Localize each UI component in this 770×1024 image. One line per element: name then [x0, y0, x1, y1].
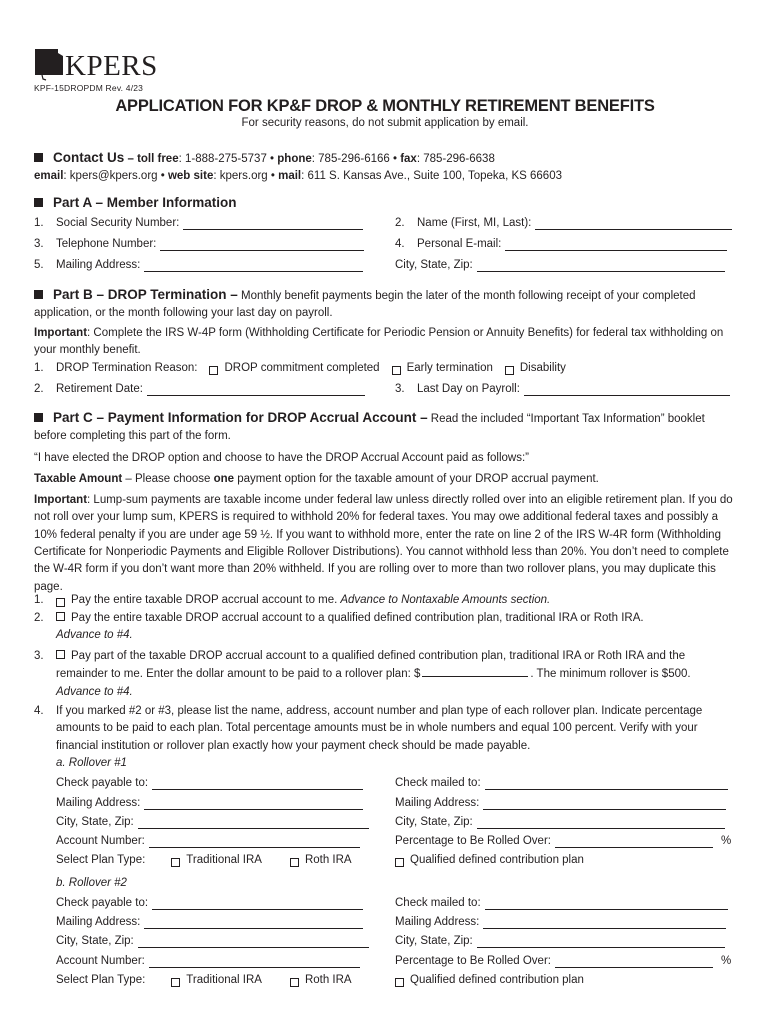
- rollover-1-check-payable-input[interactable]: [152, 778, 363, 790]
- name-field: [395, 216, 732, 230]
- rollover-1-check-mailed-input[interactable]: [485, 778, 728, 790]
- early-termination-checkbox[interactable]: [392, 366, 401, 375]
- rollover-1-percentage-input[interactable]: [555, 836, 713, 848]
- page-title: APPLICATION FOR KP&F DROP & MONTHLY RETIREMENT BENEFITS: [115, 97, 655, 115]
- rollover-1-mailing-input[interactable]: [144, 798, 363, 810]
- page-subtitle: For security reasons, do not submit application by email.: [241, 117, 529, 129]
- city-state-zip-label: City, State, Zip:: [395, 935, 473, 947]
- drop-completed-checkbox[interactable]: [209, 366, 218, 375]
- rollover-2-title: [56, 877, 127, 889]
- account-number-label: Account Number:: [56, 835, 145, 847]
- option-2-checkbox[interactable]: [56, 612, 65, 621]
- rollover-2-check-mailed: [395, 896, 728, 910]
- part-b-important-text: : Complete the IRS W-4P form (Withholding Certificate for Periodic Pension or Annuity Benefits) for federal tax withholding on your monthly benefit.: [34, 326, 724, 356]
- option-1-checkbox[interactable]: [56, 598, 65, 607]
- rollover-1-mailing2-input[interactable]: [483, 798, 726, 810]
- mailing-address-label: Mailing Address:: [395, 797, 480, 809]
- rollover-2-traditional-ira-checkbox[interactable]: [171, 978, 180, 987]
- telephone-label: Telephone Number:: [56, 238, 157, 250]
- option-number: 3.: [34, 650, 44, 662]
- check-payable-label: Check payable to:: [56, 897, 149, 909]
- important-label: Important: [34, 326, 88, 339]
- percentage-label: Percentage to Be Rolled Over:: [395, 835, 551, 847]
- rollover-2-city2-input[interactable]: [477, 936, 725, 948]
- phone-label: phone: [277, 153, 312, 165]
- percentage-label: Percentage to Be Rolled Over:: [395, 955, 551, 967]
- telephone-input[interactable]: [160, 239, 364, 251]
- mailing-address-label: Mailing Address:: [56, 797, 141, 809]
- phone-number: : 785-296-6166 •: [311, 153, 401, 165]
- rollover-2-qualified: [395, 973, 584, 987]
- telephone-field: [34, 237, 364, 251]
- personal-email-label: Personal E-mail:: [417, 238, 502, 250]
- option-3: [34, 648, 736, 701]
- rollover-2-percentage: [395, 954, 731, 968]
- bullet-square-icon: [34, 153, 43, 162]
- part-c-important-text: : Lump-sum payments are taxable income under federal law unless directly rolled over into an eligible retirement plan. If you do not roll over your lump sum, KPERS is required to withhold 20% for federal taxes. You may owe additional federal taxes and possibly a 10% federal penalty if you are under age 59 ½. If you want to withhold more, enter the rate on line 2 of the IRS W-4R form (Withholding Certificate for Nonperiodic Payments and Eligible Rollover Distributions). You cannot withhold less than 20%. You don’t need to complete the W-4R form if you don’t want more than 20% withheld. If you are rolling over to more than two rollover plans, you may duplicate this page.: [34, 494, 733, 593]
- check-mailed-label: Check mailed to:: [395, 777, 481, 789]
- early-termination-label: Early termination: [406, 362, 493, 374]
- rollover-1-qualified: [395, 853, 584, 867]
- rollover-1-account: [56, 834, 360, 848]
- account-number-label: Account Number:: [56, 955, 145, 967]
- option-1-text: Pay the entire taxable DROP accrual account to me.: [71, 594, 338, 606]
- bullet-square-icon: [34, 198, 43, 207]
- rollover-2-mailing2: [395, 915, 726, 929]
- percent-sign: %: [720, 955, 732, 967]
- mailing-address-input[interactable]: [144, 260, 363, 272]
- ssn-label: Social Security Number:: [56, 217, 180, 229]
- option-3-checkbox[interactable]: [56, 650, 65, 659]
- rollover-1-mailing: [56, 796, 363, 810]
- fax-label: fax: [400, 153, 417, 165]
- termination-reason-label: DROP Termination Reason:: [56, 362, 198, 374]
- city-state-zip-input[interactable]: [477, 260, 725, 272]
- field-number: 1.: [34, 217, 44, 229]
- traditional-ira-label: Traditional IRA: [186, 974, 262, 986]
- percent-sign: %: [720, 835, 732, 847]
- logo-text: KPERS: [65, 50, 158, 82]
- important-label: Important: [34, 494, 88, 507]
- rollover-1-title: [56, 757, 127, 769]
- rollover-2-roth-ira-checkbox[interactable]: [290, 978, 299, 987]
- rollover-title-text: a. Rollover #1: [56, 757, 127, 769]
- retirement-date-label: Retirement Date:: [56, 383, 143, 395]
- check-payable-label: Check payable to:: [56, 777, 149, 789]
- part-c-section: [34, 409, 736, 596]
- disability-label: Disability: [519, 362, 566, 374]
- mailing-address-field: [34, 258, 363, 272]
- rollover-2-city: [56, 934, 369, 948]
- rollover-dollar-amount-input[interactable]: [422, 665, 528, 677]
- rollover-1-roth-ira-checkbox[interactable]: [290, 858, 299, 867]
- election-statement: “I have elected the DROP option and choose to have the DROP Accrual Account paid as follows:”: [34, 451, 529, 464]
- option-4-text: If you marked #2 or #3, please list the name, address, account number and plan type of each rollover plan. Indicate percentage amounts to be paid to each plan. Total percentage amounts must be in whole numbers and equal 100 percent. Verify with your financial institution or rollover plan exactly how your payment check should be made payable.: [56, 705, 703, 752]
- roth-ira-label: Roth IRA: [304, 854, 352, 866]
- check-mailed-label: Check mailed to:: [395, 897, 481, 909]
- drop-completed-label: DROP commitment completed: [224, 362, 380, 374]
- option-2: [34, 610, 736, 645]
- traditional-ira-label: Traditional IRA: [186, 854, 262, 866]
- contact-heading: Contact Us: [53, 150, 125, 165]
- option-4: [34, 703, 736, 755]
- option-1-instruction: Advance to Nontaxable Amounts section.: [340, 594, 551, 606]
- part-c-intro: Read the included “Important Tax Information” booklet before completing this part of the form.: [34, 413, 705, 443]
- name-input[interactable]: [535, 218, 732, 230]
- rollover-2-account-input[interactable]: [149, 956, 360, 968]
- field-number: 2.: [34, 383, 44, 395]
- taxable-text: payment option for the taxable amount of your DROP accrual payment.: [234, 472, 599, 485]
- qualified-plan-label: Qualified defined contribution plan: [410, 974, 584, 986]
- taxable-one: one: [213, 472, 235, 485]
- rollover-1-check-payable: [56, 776, 363, 790]
- option-3-tail: . The minimum rollover is $500.: [530, 668, 691, 681]
- retirement-date-input[interactable]: [147, 384, 365, 396]
- field-number: 3.: [395, 383, 405, 395]
- rollover-2-check-payable: [56, 896, 363, 910]
- last-day-payroll-label: Last Day on Payroll:: [417, 383, 520, 395]
- rollover-2-mailing-input[interactable]: [144, 917, 363, 929]
- city-state-zip-label: City, State, Zip:: [56, 935, 134, 947]
- field-number: 5.: [34, 259, 44, 271]
- plan-type-label: Select Plan Type:: [56, 854, 146, 866]
- rollover-2-plan-type: [56, 973, 352, 987]
- taxable-text: – Please choose: [122, 472, 214, 485]
- rollover-1-city: [56, 815, 369, 829]
- rollover-1-city2: [395, 815, 725, 829]
- tollfree-number: : 1-888-275-5737 •: [178, 153, 278, 165]
- rollover-1-traditional-ira-checkbox[interactable]: [171, 858, 180, 867]
- taxable-amount-label: Taxable Amount: [34, 472, 123, 485]
- rollover-1-city2-input[interactable]: [477, 817, 725, 829]
- rollover-2-city2: [395, 934, 725, 948]
- option-number: 1.: [34, 594, 44, 606]
- rollover-2-check-mailed-input[interactable]: [485, 898, 728, 910]
- field-number: 4.: [395, 238, 405, 250]
- name-label: Name (First, MI, Last):: [417, 217, 532, 229]
- email-label: email: [34, 170, 64, 183]
- rollover-1-mailing2: [395, 796, 726, 810]
- mail-address: : 611 S. Kansas Ave., Suite 100, Topeka, KS 66603: [301, 170, 562, 183]
- option-1: [34, 593, 550, 607]
- option-number: 2.: [34, 612, 44, 624]
- city-state-zip-field: [395, 258, 725, 272]
- mailing-address-label: Mailing Address:: [56, 259, 141, 271]
- part-b-section: [34, 286, 736, 359]
- rollover-2-mailing: [56, 915, 363, 929]
- retirement-date-field: [34, 382, 365, 396]
- rollover-1-account-input[interactable]: [149, 836, 360, 848]
- rollover-title-text: b. Rollover #2: [56, 877, 127, 889]
- part-b-intro: Monthly benefit payments begin the later of the month following receipt of your completed application, or the month following your last day on payroll.: [34, 290, 696, 320]
- mailing-address-label: Mailing Address:: [395, 916, 480, 928]
- kpers-logo: [34, 45, 158, 81]
- rollover-2-mailing2-input[interactable]: [483, 917, 726, 929]
- fax-number: : 785-296-6638: [416, 153, 495, 165]
- form-id: KPF-15DROPDM Rev. 4/23: [34, 83, 144, 93]
- email-field: [395, 237, 727, 251]
- bullet-square-icon: [34, 290, 43, 299]
- personal-email-input[interactable]: [505, 239, 727, 251]
- part-b-heading: Part B – DROP Termination –: [53, 287, 238, 302]
- rollover-1-plan-type: [56, 853, 352, 867]
- part-a-heading-row: [34, 194, 736, 213]
- bullet-square-icon: [34, 413, 43, 422]
- field-number: 2.: [395, 217, 405, 229]
- field-number: 3.: [34, 238, 44, 250]
- qualified-plan-label: Qualified defined contribution plan: [410, 854, 584, 866]
- mail-label: mail: [278, 170, 302, 183]
- rollover-1-qualified-checkbox[interactable]: [395, 858, 404, 867]
- kansas-map-icon: [34, 45, 64, 81]
- rollover-2-percentage-input[interactable]: [555, 956, 713, 968]
- city-state-zip-label: City, State, Zip:: [395, 816, 473, 828]
- rollover-1-percentage: [395, 834, 731, 848]
- part-a-heading: Part A – Member Information: [53, 195, 237, 210]
- roth-ira-label: Roth IRA: [304, 974, 352, 986]
- option-2-text: Pay the entire taxable DROP accrual account to a qualified defined contribution plan, traditional IRA or Roth IRA.: [71, 612, 644, 624]
- part-c-heading: Part C – Payment Information for DROP Accrual Account –: [53, 410, 428, 425]
- ssn-field: [34, 216, 363, 230]
- last-day-payroll-field: [395, 382, 730, 396]
- rollover-2-qualified-checkbox[interactable]: [395, 978, 404, 987]
- termination-reason-row: [34, 361, 566, 375]
- option-3-instruction: Advance to #4.: [56, 685, 133, 698]
- disability-checkbox[interactable]: [505, 366, 514, 375]
- contact-section: Contact Us – toll free: 1-888-275-5737 • phone: 785-296-6166 • fax: 785-296-6638 email: kpers@kpers.org • web site: kpers.org • mail: 611 S. Kansas Ave., Suite 100, Topeka, KS 66603: [34, 150, 562, 183]
- last-day-payroll-input[interactable]: [524, 384, 730, 396]
- option-2-instruction: Advance to #4.: [56, 629, 133, 642]
- option-3-text: Pay part of the taxable DROP accrual account to a qualified defined contribution plan, traditional IRA or Roth IRA and the remainder to me. Enter the dollar amount to be paid to a rollover plan: $: [56, 650, 686, 681]
- plan-type-label: Select Plan Type:: [56, 974, 146, 986]
- rollover-1-check-mailed: [395, 776, 728, 790]
- ssn-input[interactable]: [183, 218, 363, 230]
- rollover-2-city-input[interactable]: [138, 936, 369, 948]
- rollover-2-check-payable-input[interactable]: [152, 898, 363, 910]
- option-number: 4.: [34, 705, 44, 717]
- mailing-address-label: Mailing Address:: [56, 916, 141, 928]
- web-label: web site: [167, 170, 214, 183]
- email-address: : kpers@kpers.org •: [63, 170, 168, 183]
- city-state-zip-label: City, State, Zip:: [395, 259, 473, 271]
- web-address: : kpers.org •: [213, 170, 279, 183]
- city-state-zip-label: City, State, Zip:: [56, 816, 134, 828]
- rollover-2-account: [56, 954, 360, 968]
- tollfree-label: toll free: [137, 153, 179, 165]
- rollover-1-city-input[interactable]: [138, 817, 369, 829]
- field-number: 1.: [34, 362, 44, 374]
